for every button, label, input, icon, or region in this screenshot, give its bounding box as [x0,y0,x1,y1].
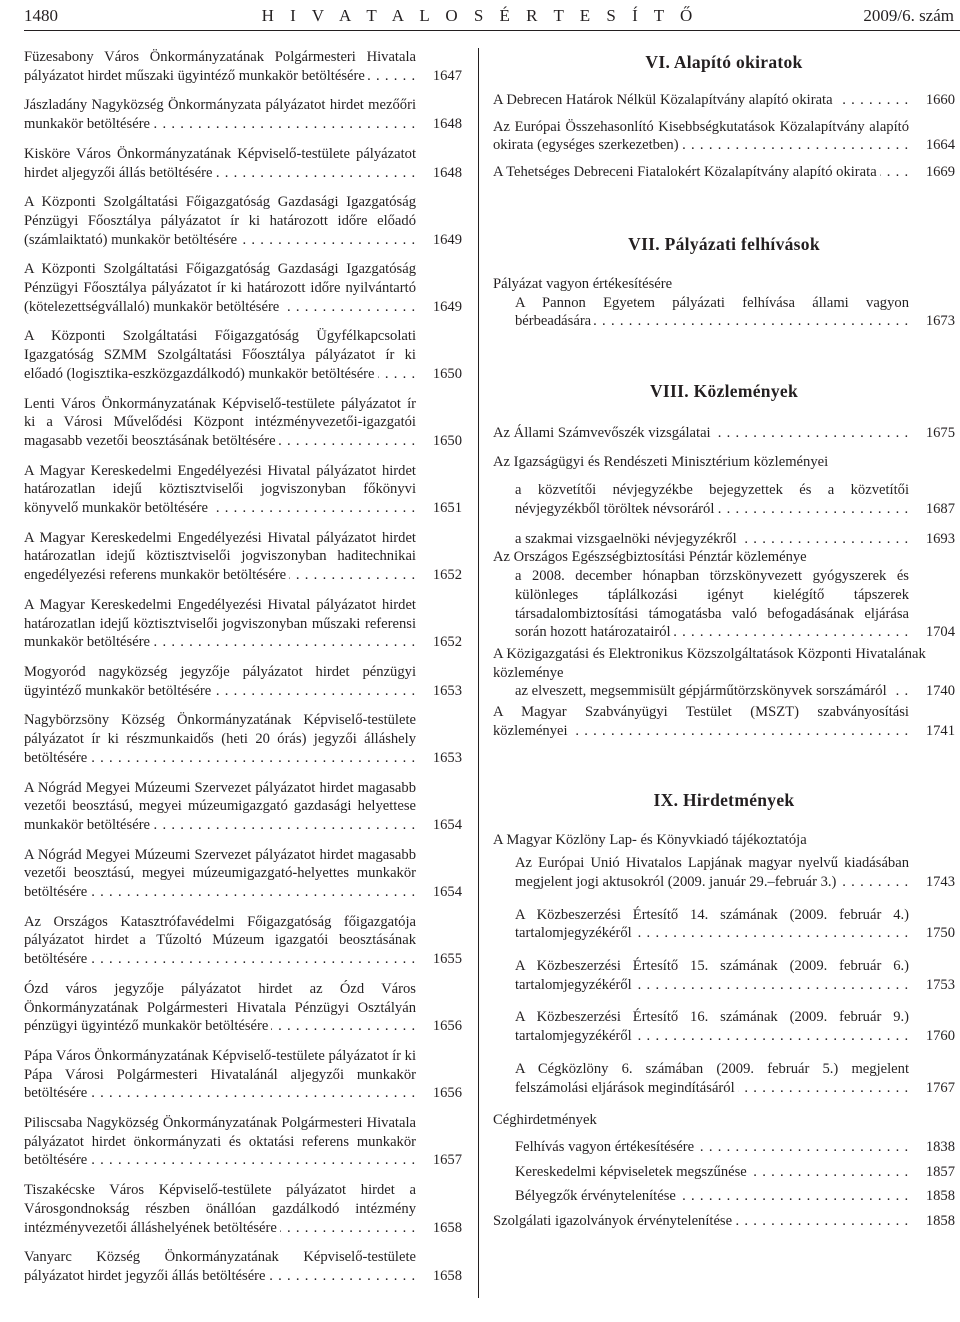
toc-entry[interactable] [24,260,462,316]
subheading: A Magyar Közlöny Lap- és Könyvkiadó tájékoztatója [493,832,807,849]
entry-text: A Debrecen Határok Nélkül Közalapítvány alapító okirata [493,92,836,108]
section-ix-entries [493,854,955,1097]
entry-text: Piliscsaba Nagyközség Önkormányzatának Polgármesteri Hivatala pályázatot hirdet önkormányzati és oktatási referens munkakör betöltésére [24,1115,416,1169]
entry-text: Felhívás vagyon értékesítésére [515,1139,697,1155]
entry-text: A Nógrád Megyei Múzeumi Szervezet pályázatot hirdet magasabb vezetői beosztású, megyei múzeumigazgató-helyettes munkakör betöltésére [24,846,416,901]
section-title-vii: VII. Pályázati felhívások [628,233,820,254]
toc-entry[interactable] [24,846,462,902]
toc-entry[interactable] [24,711,462,767]
toc-entry[interactable] [515,294,955,331]
entry-text: A Magyar Kereskedelmi Engedélyezési Hivatal pályázatot hirdet határozatlan idejű köztisztviselői jogviszonyban haditechnikai engedélyezési referens munkakör betöltésére [24,529,416,584]
toc-entry[interactable] [24,395,462,451]
page-ref: 1654 [416,883,462,902]
page-ref: 1657 [416,1151,462,1170]
toc-entry[interactable] [24,663,462,700]
header-rule [24,30,960,31]
entry-text: Tiszakécske Város Képviselő-testülete pályázatot hirdet a Városgondnokság részben önállóan gazdálkodó intézmény intézményvezetői álláshelyének betöltésére [24,1182,416,1236]
page-ref: 1858 [909,1187,955,1206]
entry-text: A Cégközlöny 6. számában (2009. február 5.) megjelent felszámolási eljárások megindításáról [515,1060,909,1096]
issue-number: 2009/6. szám [863,6,954,25]
entry-text: A Magyar Kereskedelmi Engedélyezési Hivatal pályázatot hirdet határozatlan idejű köztisztviselői jogviszonyban műszaki referensi munkakör betöltésére [24,596,416,651]
entry-text: Ózd város jegyzője pályázatot hirdet az Ózd Város Önkormányzatának Polgármesteri Hivatala Pénzügyi Osztályán pénzügyi ügyintéző munkakör betöltésére [24,980,416,1035]
subheading: Az Országos Egészségbiztosítási Pénztár közleménye [493,549,807,566]
page-ref: 1652 [416,566,462,585]
section-vi-entries [493,91,955,182]
page-ref: 1669 [909,163,955,182]
toc-entry[interactable] [493,163,955,182]
entry-text: Mogyoród nagyközség jegyzője pályázatot hirdet pénzügyi ügyintéző munkakör betöltésére [24,663,416,699]
page-ref: 1647 [416,67,462,86]
toc-entry[interactable]: Szolgálati igazolványok érvénytelenítése . . . 1858 [493,1212,955,1231]
toc-entry[interactable] [24,1181,462,1237]
toc-entry[interactable]: a szakmai vizsgaelnöki névjegyzékről . . . 1693 [515,530,955,549]
toc-entry[interactable] [24,779,462,835]
page-ref: 1760 [909,1027,955,1046]
toc-entry[interactable] [24,462,462,518]
toc-entry[interactable] [515,957,955,994]
entry-text: A Tehetséges Debreceni Fiatalokért Közalapítvány alapító okirata [493,164,880,180]
entry-text: Vanyarc Község Önkormányzatának Képviselő-testülete pályázatot hirdet jegyzői állás betöltésére [24,1249,416,1284]
left-column [24,48,462,1297]
toc-entry[interactable]: a 2008. december hónapban törzskönyvezett gyógyszerek és különleges táplálkozási igényt kielégítő tápszerek társadalombiztosítási támogatásba való befogadásának eljárása során hozott határozatairól . . . 1704 [515,567,955,642]
toc-entry[interactable] [515,906,955,943]
toc-entry[interactable]: Az Állami Számvevőszék vizsgálatai . . . 1675 [493,424,955,443]
entry-text: Kisköre Város Önkormányzatának Képviselő-testülete pályázatot hirdet aljegyzői állás betöltésére [24,145,416,181]
toc-entry[interactable]: az elveszett, megsemmisült gépjárműtörzskönyvek sorszámáról . . . 1740 [515,682,955,701]
toc-entry[interactable] [24,1248,462,1285]
page-ref: 1655 [416,950,462,969]
page-ref: 1654 [416,816,462,835]
section-vii-subheading: Pályázat vagyon értékesítésére [493,275,673,292]
page-ref: 1650 [416,365,462,384]
page-ref: 1648 [416,115,462,134]
page-ref: 1673 [909,312,955,331]
toc-entry[interactable]: a közvetítői névjegyzékbe bejegyzettek és a közvetítői névjegyzékből töröltek névsoráról . . . 1687 [515,481,955,518]
page-ref: 1651 [416,499,462,518]
page-ref: 1658 [416,1219,462,1238]
page-number: 1480 [24,6,58,25]
toc-entry[interactable] [515,1163,955,1182]
toc-entry[interactable] [24,913,462,969]
column-divider [478,48,479,1298]
toc-entry[interactable] [515,1008,955,1045]
section-title-ix: IX. Hirdetmények [653,790,795,811]
page-ref: 1648 [416,164,462,183]
page-ref: 1656 [416,1084,462,1103]
entry-text: A Központi Szolgáltatási Főigazgatóság Gazdasági Igazgatóság Pénzügyi Főosztálya pályázatot ír ki határozott időre előadó (számlaiktató) munkakör betöltésére [24,194,416,248]
page-ref: 1649 [416,231,462,250]
toc-entry[interactable] [24,529,462,585]
page-ref: 1664 [909,136,955,155]
entry-text: A Központi Szolgáltatási Főigazgatóság Ügyfélkapcsolati Igazgatóság SZMM Szolgáltatási Főosztálya pályázatot ír ki előadó (logisztika-eszközgazdálkodó) munkakör betöltésére [24,328,416,382]
publication-title: H I V A T A L O S É R T E S Í T Ő [261,6,699,25]
entry-text: Kereskedelmi képviseletek megszűnése [515,1164,750,1180]
toc-entry[interactable] [493,118,955,155]
entry-text: Az Országos Katasztrófavédelmi Főigazgatóság főigazgatója pályázatot hirdet a Tűzoltó Múzeum igazgatói beosztásának betöltésére [24,913,416,968]
section-title-viii: VIII. Közlemények [649,380,798,401]
toc-entry[interactable] [515,854,955,891]
entry-text: Pápa Város Önkormányzatának Képviselő-testülete pályázatot ír ki Pápa Városi Polgármesteri Hivatalánál aljegyzői munkakör betöltésére [24,1047,416,1102]
entry-text: A Pannon Egyetem pályázati felhívása állami vagyon bérbeadására [515,294,909,330]
toc-entry[interactable] [24,48,462,85]
entry-text: Az Európai Összehasonlító Kisebbségkutatások Közalapítvány alapító okirata (egységes szerkezetben) [493,118,909,154]
page-ref: 1652 [416,633,462,652]
toc-entry[interactable] [24,96,462,133]
toc-entry[interactable] [24,193,462,249]
entry-text: A Közbeszerzési Értesítő 16. számának (2009. február 9.) tartalomjegyzékéről [515,1009,909,1045]
entry-text: Füzesabony Város Önkormányzatának Polgármesteri Hivatala pályázatot hirdet műszaki ügyintéző munkakör betöltésére [24,49,416,84]
page-ref: 1743 [909,873,955,892]
page-ref: 1650 [416,432,462,451]
toc-entry[interactable] [515,1138,955,1157]
page-ref: 1753 [909,976,955,995]
toc-entry[interactable] [24,980,462,1036]
page-ref: 1838 [909,1138,955,1157]
entry-text: A Nógrád Megyei Múzeumi Szervezet pályázatot hirdet magasabb vezetői beosztású, megyei múzeumigazgató gazdasági helyettese munkakör betöltésére [24,779,416,833]
page-ref: 1767 [909,1079,955,1098]
page-ref: 1660 [909,91,955,110]
toc-entry[interactable] [24,596,462,652]
page-ref: 1857 [909,1163,955,1182]
entry-text: Nagybörzsöny Község Önkormányzatának Képviselő-testülete pályázatot ír ki részmunkaidős (heti 20 órás) jegyzői álláshely betöltésére [24,712,416,766]
page-ref: 1658 [416,1267,462,1286]
toc-entry[interactable] [24,327,462,383]
toc-entry[interactable] [515,1187,955,1206]
entry-text: Lenti Város Önkormányzatának Képviselő-testülete pályázatot ír ki a Városi Művelődési Központ intézményvezetői-igazgatói magasabb vezetői beosztásának betöltésére [24,395,416,449]
ceghirdetmenyek-entries [493,1138,955,1206]
toc-entry[interactable] [24,145,462,182]
toc-entry[interactable] [24,1114,462,1170]
page-ref: 1653 [416,749,462,768]
entry-text: A Magyar Kereskedelmi Engedélyezési Hivatal pályázatot hirdet határozatlan idejű köztisztviselői jogviszonyban főkönyvi könyvelő munkakör betöltésére [24,462,416,517]
subheading: A Közigazgatási és Elektronikus Közszolgáltatások Központi Hivatalának közleménye [493,645,926,681]
entry-text: A Közbeszerzési Értesítő 15. számának (2009. február 6.) tartalomjegyzékéről [515,957,909,993]
page-ref: 1653 [416,682,462,701]
page-ref: 1649 [416,298,462,317]
entry-text: Az Európai Unió Hivatalos Lapjának magyar nyelvű kiadásában megjelent jogi aktusokról (2009. január 29.–február 3.) [515,855,909,890]
subheading: Az Igazságügyi és Rendészeti Minisztérium közleményei [493,453,829,470]
toc-entry[interactable] [515,1060,955,1097]
toc-entry[interactable] [493,91,955,110]
toc-entry[interactable] [24,1047,462,1103]
entry-text: Jászladány Nagyközség Önkormányzata pályázatot hirdet mezőőri munkakör betöltésére [24,97,416,133]
page-ref: 1656 [416,1017,462,1036]
entry-text: Bélyegzők érvénytelenítése [515,1188,679,1204]
section-vii-entries [493,294,955,331]
section-title-vi: VI. Alapító okiratok [645,52,803,72]
entry-text: A Központi Szolgáltatási Főigazgatóság Gazdasági Igazgatóság Pénzügyi Főosztálya pályázatot ír ki határozott időre nyilvántartó (kötelezettségvállaló) munkakör betöltésére [24,261,416,315]
entry-text: A Közbeszerzési Értesítő 14. számának (2009. február 4.) tartalomjegyzékéről [515,906,909,942]
subheading: Céghirdetmények [493,1112,597,1129]
toc-entry[interactable]: A Magyar Szabványügyi Testület (MSZT) szabványosítási közleményei . . . 1741 [493,703,955,740]
page-header [0,0,960,40]
page-ref: 1750 [909,924,955,943]
right-column [493,48,955,1231]
